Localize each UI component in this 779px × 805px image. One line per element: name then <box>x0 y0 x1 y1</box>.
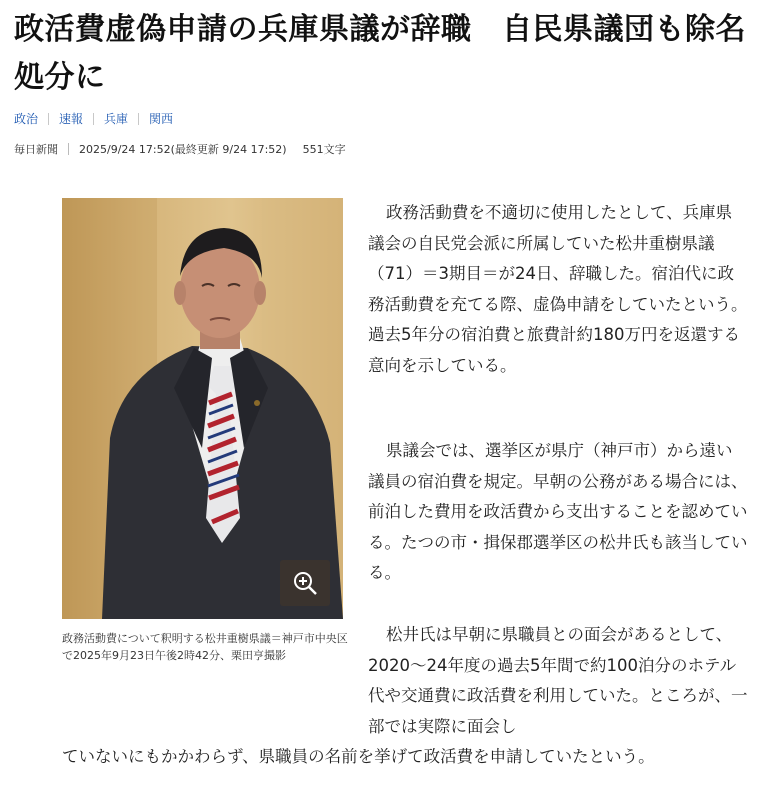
tag-divider <box>93 113 94 125</box>
tag-divider <box>48 113 49 125</box>
article-paragraph: 松井氏は早朝に県職員との面会があるとして、2020～24年度の過去5年間で約100泊分のホテル代や交通費に政活費を利用していた。ところが、一部では実際に面会し <box>368 625 748 736</box>
tag-kansai[interactable]: 関西 <box>149 112 174 126</box>
tag-hyogo[interactable]: 兵庫 <box>104 112 129 126</box>
updated-datetime: (最終更新 9/24 17:52) <box>170 143 287 156</box>
meta-divider <box>68 143 69 155</box>
source-name: 毎日新聞 <box>14 143 58 156</box>
tag-politics[interactable]: 政治 <box>14 112 39 126</box>
article-paragraph: 県議会では、選挙区が県庁（神戸市）から遠い議員の宿泊費を規定。早朝の公務がある場合には、前泊した費用を政活費から支出することを認めている。たつの市・揖保郡選挙区の松井氏も該当している。 <box>368 441 748 582</box>
char-count: 551文字 <box>302 143 346 156</box>
article-title: 政活費虚偽申請の兵庫県議が辞職 自民県議団も除名処分に <box>14 12 746 95</box>
article-photo[interactable] <box>62 198 343 619</box>
photo-caption: 政務活動費について釈明する松井重樹県議＝神戸市中央区で2025年9月23日午後2時42分、栗田亨撮影 <box>62 632 348 662</box>
tag-list <box>14 110 173 127</box>
article-meta <box>14 141 346 157</box>
zoom-in-icon <box>292 570 318 596</box>
publish-datetime: 2025/9/24 17:52 <box>79 142 171 156</box>
zoom-button[interactable] <box>280 560 330 606</box>
article-paragraph: 政務活動費を不適切に使用したとして、兵庫県議会の自民党会派に所属していた松井重樹県議（71）＝3期目＝が24日、辞職した。宿泊代に政務活動費を充てる際、虚偽申請をしていたという。過去5年分の宿泊費と旅費計約180万円を返還する意向を示している。 <box>368 203 748 375</box>
photo-illustration <box>62 198 343 619</box>
tag-breaking[interactable]: 速報 <box>59 112 84 126</box>
tag-divider <box>138 113 139 125</box>
article-paragraph-continued: ていないにもかかわらず、県職員の名前を挙げて政活費を申請していたという。 <box>62 747 655 766</box>
